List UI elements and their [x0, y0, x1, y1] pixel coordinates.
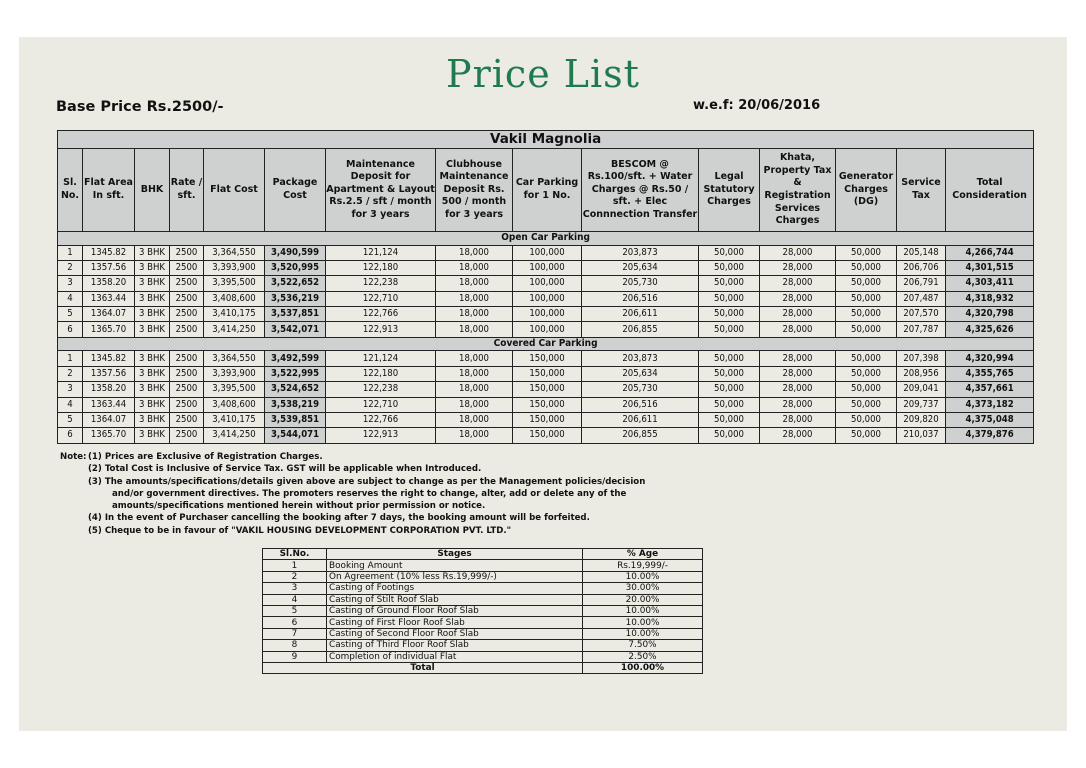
stage-cell: 4 [263, 594, 327, 605]
column-header: Total Consideration [946, 149, 1034, 232]
table-cell: 100,000 [513, 245, 582, 260]
table-cell: 3,414,250 [204, 322, 265, 337]
table-cell: 1 [58, 351, 83, 366]
table-cell: 18,000 [436, 245, 513, 260]
table-cell: 1345.82 [83, 351, 135, 366]
table-cell: 3,537,851 [265, 307, 326, 322]
table-cell: 18,000 [436, 260, 513, 275]
table-cell: 3,544,071 [265, 428, 326, 443]
table-cell: 1345.82 [83, 245, 135, 260]
table-cell: 1364.07 [83, 307, 135, 322]
table-cell: 28,000 [760, 412, 836, 427]
table-cell: 3 BHK [135, 245, 170, 260]
table-cell: 100,000 [513, 322, 582, 337]
table-cell: 150,000 [513, 412, 582, 427]
table-cell: 2500 [170, 276, 204, 291]
table-cell: 50,000 [699, 412, 760, 427]
table-cell: 150,000 [513, 366, 582, 381]
table-cell: 205,730 [582, 276, 699, 291]
table-cell: 18,000 [436, 382, 513, 397]
table-row [58, 412, 1034, 427]
stage-cell: On Agreement (10% less Rs.19,999/-) [327, 571, 583, 582]
column-header: BESCOM @ Rs.100/sft. + Water Charges @ Rs.50 / sft. + Elec Connnection Transfer [582, 149, 699, 232]
table-cell: 4,325,626 [946, 322, 1034, 337]
payment-stages-table [262, 548, 703, 674]
table-cell: 50,000 [699, 260, 760, 275]
table-cell: 4,301,515 [946, 260, 1034, 275]
column-header: Flat Cost [204, 149, 265, 232]
table-cell: 4,379,876 [946, 428, 1034, 443]
stage-cell: 30.00% [583, 583, 703, 594]
table-cell: 2500 [170, 291, 204, 306]
table-cell: 50,000 [836, 412, 897, 427]
table-cell: 122,180 [326, 366, 436, 381]
table-cell: 2500 [170, 307, 204, 322]
table-cell: 150,000 [513, 397, 582, 412]
table-cell: 50,000 [699, 245, 760, 260]
table-cell: 206,791 [897, 276, 946, 291]
table-cell: 28,000 [760, 322, 836, 337]
column-header: Maintenance Deposit for Apartment & Layout Rs.2.5 / sft / month for 3 years [326, 149, 436, 232]
table-cell: 100,000 [513, 307, 582, 322]
table-cell: 18,000 [436, 276, 513, 291]
table-cell: 50,000 [699, 307, 760, 322]
column-header-row [58, 149, 1034, 232]
table-cell: 2500 [170, 412, 204, 427]
table-cell: 50,000 [699, 351, 760, 366]
table-cell: 3,520,995 [265, 260, 326, 275]
table-cell: 210,037 [897, 428, 946, 443]
table-cell: 18,000 [436, 366, 513, 381]
table-cell: 28,000 [760, 245, 836, 260]
table-cell: 2 [58, 260, 83, 275]
table-cell: 28,000 [760, 397, 836, 412]
stage-cell: Casting of Ground Floor Roof Slab [327, 605, 583, 616]
project-name: Vakil Magnolia [58, 131, 1034, 149]
stage-cell: 6 [263, 617, 327, 628]
table-cell: 50,000 [699, 291, 760, 306]
table-row [58, 351, 1034, 366]
table-cell: 122,710 [326, 291, 436, 306]
table-row [58, 307, 1034, 322]
table-row [58, 322, 1034, 337]
table-cell: 28,000 [760, 351, 836, 366]
table-cell: 28,000 [760, 291, 836, 306]
table-cell: 4 [58, 291, 83, 306]
table-cell: 207,398 [897, 351, 946, 366]
table-cell: 4,303,411 [946, 276, 1034, 291]
table-cell: 1363.44 [83, 291, 135, 306]
table-row [58, 276, 1034, 291]
table-cell: 18,000 [436, 351, 513, 366]
table-cell: 3 [58, 382, 83, 397]
table-cell: 150,000 [513, 428, 582, 443]
column-header: Sl. No. [58, 149, 83, 232]
note-line: (4) In the event of Purchaser cancelling the booking after 7 days, the booking amount will be forfeited. [88, 513, 590, 524]
table-cell: 50,000 [836, 428, 897, 443]
table-cell: 3,408,600 [204, 397, 265, 412]
table-cell: 50,000 [836, 397, 897, 412]
stages-header-stages: Stages [327, 549, 583, 560]
table-cell: 3 BHK [135, 382, 170, 397]
stages-total-row [263, 662, 703, 673]
table-cell: 207,487 [897, 291, 946, 306]
table-cell: 100,000 [513, 291, 582, 306]
section-header-row [58, 337, 1034, 351]
page-title: Price List [446, 52, 640, 96]
table-cell: 1357.56 [83, 260, 135, 275]
stage-cell: Booking Amount [327, 560, 583, 571]
stage-cell: Completion of individual Flat [327, 651, 583, 662]
notes-label: Note: [60, 452, 87, 462]
table-cell: 1365.70 [83, 322, 135, 337]
stage-cell: Casting of Footings [327, 583, 583, 594]
note-line: (1) Prices are Exclusive of Registration Charges. [88, 452, 323, 462]
table-cell: 50,000 [836, 366, 897, 381]
stage-row [263, 651, 703, 662]
stage-row [263, 605, 703, 616]
note-line: and/or government directives. The promoters reserves the right to change, alter, add or delete any of the [112, 488, 627, 499]
table-cell: 203,873 [582, 351, 699, 366]
stage-cell: Casting of Stilt Roof Slab [327, 594, 583, 605]
table-cell: 2500 [170, 260, 204, 275]
table-cell: 208,956 [897, 366, 946, 381]
table-cell: 50,000 [699, 276, 760, 291]
table-cell: 3,536,219 [265, 291, 326, 306]
table-cell: 3,490,599 [265, 245, 326, 260]
table-cell: 3,395,500 [204, 276, 265, 291]
note-line: (2) Total Cost is Inclusive of Service Tax. GST will be applicable when Introduced. [88, 464, 482, 475]
table-cell: 6 [58, 322, 83, 337]
table-row [58, 397, 1034, 412]
table-cell: 5 [58, 412, 83, 427]
table-cell: 2500 [170, 322, 204, 337]
table-cell: 121,124 [326, 245, 436, 260]
table-cell: 50,000 [836, 382, 897, 397]
table-cell: 28,000 [760, 382, 836, 397]
column-header: Car Parking for 1 No. [513, 149, 582, 232]
table-cell: 209,041 [897, 382, 946, 397]
table-cell: 3,414,250 [204, 428, 265, 443]
table-cell: 18,000 [436, 307, 513, 322]
table-row [58, 245, 1034, 260]
table-cell: 3,393,900 [204, 366, 265, 381]
table-cell: 209,820 [897, 412, 946, 427]
table-cell: 150,000 [513, 382, 582, 397]
table-cell: 18,000 [436, 397, 513, 412]
table-cell: 3 BHK [135, 412, 170, 427]
table-cell: 50,000 [699, 366, 760, 381]
stage-cell: 10.00% [583, 628, 703, 639]
table-cell: 3,410,175 [204, 412, 265, 427]
price-table [57, 130, 1034, 444]
table-cell: 3,524,652 [265, 382, 326, 397]
table-cell: 206,706 [897, 260, 946, 275]
table-cell: 3 BHK [135, 307, 170, 322]
table-cell: 3 BHK [135, 351, 170, 366]
column-header: Package Cost [265, 149, 326, 232]
stage-cell: 5 [263, 605, 327, 616]
table-cell: 3,408,600 [204, 291, 265, 306]
table-cell: 4,357,661 [946, 382, 1034, 397]
table-cell: 1364.07 [83, 412, 135, 427]
table-cell: 206,855 [582, 428, 699, 443]
table-cell: 4,266,744 [946, 245, 1034, 260]
table-cell: 50,000 [699, 397, 760, 412]
table-cell: 205,634 [582, 366, 699, 381]
table-cell: 50,000 [836, 291, 897, 306]
table-cell: 50,000 [836, 245, 897, 260]
table-cell: 50,000 [699, 428, 760, 443]
stages-header-slno: Sl.No. [263, 549, 327, 560]
stages-total-value: 100.00% [583, 662, 703, 673]
table-cell: 2500 [170, 366, 204, 381]
table-cell: 150,000 [513, 351, 582, 366]
table-cell: 4,373,182 [946, 397, 1034, 412]
table-cell: 3 BHK [135, 322, 170, 337]
table-cell: 121,124 [326, 351, 436, 366]
stage-cell: Rs.19,999/- [583, 560, 703, 571]
table-row [58, 366, 1034, 381]
table-cell: 1 [58, 245, 83, 260]
column-header: Khata, Property Tax & Registration Services Charges [760, 149, 836, 232]
stage-row [263, 594, 703, 605]
table-cell: 1363.44 [83, 397, 135, 412]
table-cell: 3,364,550 [204, 351, 265, 366]
table-cell: 2500 [170, 397, 204, 412]
table-cell: 2500 [170, 351, 204, 366]
stage-cell: 20.00% [583, 594, 703, 605]
table-cell: 3 BHK [135, 260, 170, 275]
table-cell: 206,611 [582, 307, 699, 322]
stage-row [263, 583, 703, 594]
stage-cell: 1 [263, 560, 327, 571]
stage-row [263, 628, 703, 639]
stage-row [263, 560, 703, 571]
table-cell: 3,364,550 [204, 245, 265, 260]
table-cell: 205,148 [897, 245, 946, 260]
table-cell: 3,539,851 [265, 412, 326, 427]
table-cell: 2500 [170, 428, 204, 443]
table-cell: 3,538,219 [265, 397, 326, 412]
column-header: Rate / sft. [170, 149, 204, 232]
table-cell: 5 [58, 307, 83, 322]
table-row [58, 260, 1034, 275]
effective-date-label: w.e.f: 20/06/2016 [693, 98, 821, 113]
table-cell: 3 BHK [135, 397, 170, 412]
table-cell: 122,238 [326, 276, 436, 291]
stage-cell: 10.00% [583, 617, 703, 628]
price-table-body [58, 232, 1034, 444]
table-cell: 122,913 [326, 428, 436, 443]
table-cell: 18,000 [436, 322, 513, 337]
table-cell: 2 [58, 366, 83, 381]
table-cell: 3 [58, 276, 83, 291]
table-cell: 206,516 [582, 291, 699, 306]
table-cell: 4,355,765 [946, 366, 1034, 381]
table-cell: 203,873 [582, 245, 699, 260]
stage-cell: 10.00% [583, 571, 703, 582]
table-cell: 18,000 [436, 428, 513, 443]
table-cell: 4,318,932 [946, 291, 1034, 306]
column-header: BHK [135, 149, 170, 232]
stage-row [263, 617, 703, 628]
stages-body [263, 560, 703, 663]
stages-total-label: Total [263, 662, 583, 673]
table-cell: 1358.20 [83, 276, 135, 291]
table-cell: 28,000 [760, 260, 836, 275]
table-cell: 1365.70 [83, 428, 135, 443]
table-cell: 18,000 [436, 412, 513, 427]
table-cell: 3,522,652 [265, 276, 326, 291]
section-title: Open Car Parking [58, 232, 1034, 246]
table-cell: 3,410,175 [204, 307, 265, 322]
table-cell: 3,492,599 [265, 351, 326, 366]
table-cell: 6 [58, 428, 83, 443]
table-cell: 207,570 [897, 307, 946, 322]
column-header: Generator Charges (DG) [836, 149, 897, 232]
stage-cell: 2.50% [583, 651, 703, 662]
table-cell: 18,000 [436, 291, 513, 306]
column-header: Service Tax [897, 149, 946, 232]
table-cell: 205,634 [582, 260, 699, 275]
table-cell: 4 [58, 397, 83, 412]
stage-row [263, 571, 703, 582]
table-cell: 206,611 [582, 412, 699, 427]
table-cell: 205,730 [582, 382, 699, 397]
table-cell: 122,766 [326, 307, 436, 322]
table-cell: 3 BHK [135, 428, 170, 443]
table-cell: 50,000 [836, 260, 897, 275]
table-cell: 100,000 [513, 260, 582, 275]
column-header: Clubhouse Maintenance Deposit Rs. 500 / month for 3 years [436, 149, 513, 232]
table-cell: 4,320,994 [946, 351, 1034, 366]
stage-cell: Casting of First Floor Roof Slab [327, 617, 583, 628]
table-cell: 2500 [170, 245, 204, 260]
stage-cell: Casting of Second Floor Roof Slab [327, 628, 583, 639]
table-cell: 50,000 [836, 307, 897, 322]
table-cell: 3 BHK [135, 276, 170, 291]
stages-header-percent: % Age [583, 549, 703, 560]
stage-cell: Casting of Third Floor Roof Slab [327, 640, 583, 651]
table-cell: 206,855 [582, 322, 699, 337]
stage-cell: 2 [263, 571, 327, 582]
stage-cell: 7.50% [583, 640, 703, 651]
table-cell: 3,395,500 [204, 382, 265, 397]
table-cell: 4,375,048 [946, 412, 1034, 427]
note-line: (5) Cheque to be in favour of "VAKIL HOUSING DEVELOPMENT CORPORATION PVT. LTD." [88, 525, 512, 536]
table-cell: 3 BHK [135, 366, 170, 381]
stage-row [263, 640, 703, 651]
table-cell: 3,522,995 [265, 366, 326, 381]
table-row [58, 428, 1034, 443]
table-cell: 4,320,798 [946, 307, 1034, 322]
stage-cell: 7 [263, 628, 327, 639]
table-cell: 50,000 [836, 322, 897, 337]
table-cell: 28,000 [760, 366, 836, 381]
note-line: amounts/specifications mentioned herein without prior permission or notice. [112, 501, 486, 512]
table-cell: 122,766 [326, 412, 436, 427]
table-cell: 1357.56 [83, 366, 135, 381]
section-title: Covered Car Parking [58, 337, 1034, 351]
base-price-label: Base Price Rs.2500/- [56, 99, 224, 115]
table-cell: 50,000 [836, 351, 897, 366]
table-cell: 1358.20 [83, 382, 135, 397]
table-cell: 28,000 [760, 276, 836, 291]
table-cell: 3,542,071 [265, 322, 326, 337]
table-row [58, 382, 1034, 397]
table-cell: 209,737 [897, 397, 946, 412]
table-cell: 28,000 [760, 428, 836, 443]
table-cell: 50,000 [699, 322, 760, 337]
table-cell: 50,000 [836, 276, 897, 291]
table-cell: 122,180 [326, 260, 436, 275]
table-cell: 206,516 [582, 397, 699, 412]
column-header: Legal Statutory Charges [699, 149, 760, 232]
table-cell: 100,000 [513, 276, 582, 291]
stage-cell: 10.00% [583, 605, 703, 616]
stage-cell: 3 [263, 583, 327, 594]
table-cell: 2500 [170, 382, 204, 397]
column-header: Flat Area In sft. [83, 149, 135, 232]
table-cell: 122,238 [326, 382, 436, 397]
table-row [58, 291, 1034, 306]
table-cell: 122,710 [326, 397, 436, 412]
table-cell: 50,000 [699, 382, 760, 397]
stage-cell: 9 [263, 651, 327, 662]
table-cell: 28,000 [760, 307, 836, 322]
stage-cell: 8 [263, 640, 327, 651]
table-cell: 122,913 [326, 322, 436, 337]
table-cell: 3,393,900 [204, 260, 265, 275]
section-header-row [58, 232, 1034, 246]
table-cell: 3 BHK [135, 291, 170, 306]
note-line: (3) The amounts/specifications/details given above are subject to change as per the Management policies/decision [88, 476, 646, 487]
table-cell: 207,787 [897, 322, 946, 337]
